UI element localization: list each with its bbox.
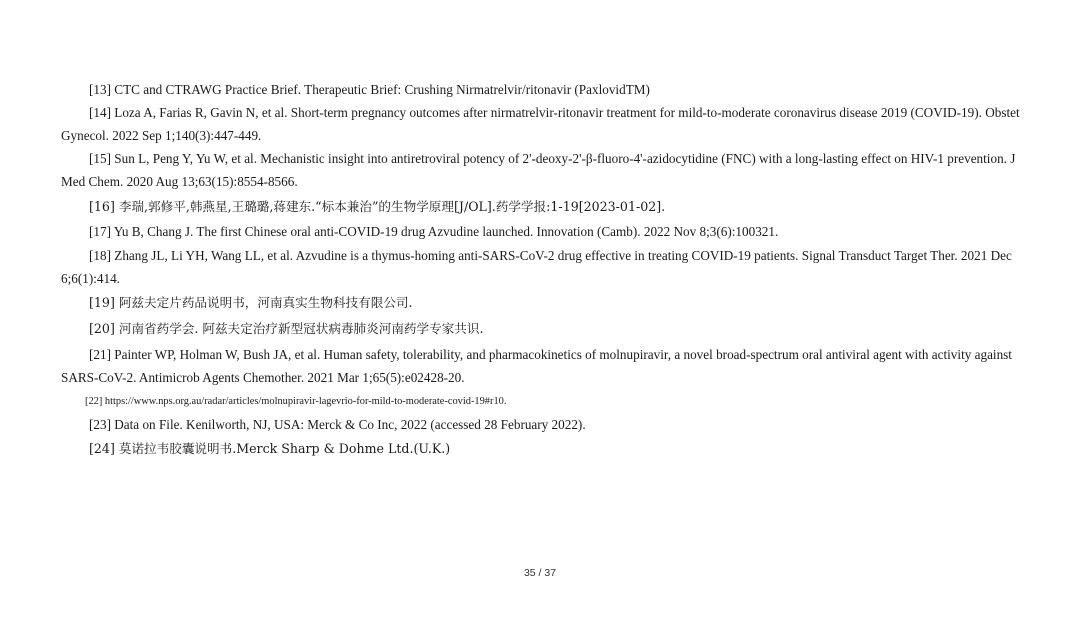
page-number: 35 / 37: [523, 567, 557, 579]
reference-23: [23] Data on File. Kenilworth, NJ, USA: Merck & Co Inc, 2022 (accessed 28 February 2022).: [89, 417, 586, 432]
reference-15: [15] Sun L, Peng Y, Yu W, et al. Mechanistic insight into antiretroviral potency of 2'-deoxy-2'-β-fluoro-4'-azidocytidine (FNC) with a long-lasting effect on HIV-1 prevention. J Med Chem. 2020 Aug 13;63(15):8554-8566.: [61, 151, 1016, 189]
reference-20: [20] 河南省药学会. 阿兹夫定治疗新型冠状病毒肺炎河南药学专家共识.: [89, 321, 484, 336]
reference-22-link[interactable]: [22] https://www.nps.org.au/radar/articles/molnupiravir-lagevrio-for-mild-to-moderate-covid-19#r10.: [85, 396, 507, 407]
reference-21: [21] Painter WP, Holman W, Bush JA, et al. Human safety, tolerability, and pharmacokinetics of molnupiravir, a novel broad-spectrum oral antiviral agent with activity against SARS-CoV-2. Antimicrob Agents Chemother. 2021 Mar 1;65(5):e02428-20.: [61, 347, 1012, 385]
reference-24: [24] 莫诺拉韦胶囊说明书.Merck Sharp & Dohme Ltd.(U.K.): [89, 441, 451, 456]
reference-17: [17] Yu B, Chang J. The first Chinese oral anti-COVID-19 drug Azvudine launched. Innovation (Camb). 2022 Nov 8;3(6):100321.: [89, 224, 779, 239]
reference-13: [13] CTC and CTRAWG Practice Brief. Therapeutic Brief: Crushing Nirmatrelvir/ritonavir (PaxlovidTM): [89, 82, 650, 97]
reference-19: [19] 阿兹夫定片药品说明书，河南真实生物科技有限公司.: [89, 295, 413, 310]
reference-14: [14] Loza A, Farias R, Gavin N, et al. Short-term pregnancy outcomes after nirmatrelvir-ritonavir treatment for mild-to-moderate coronavirus disease 2019 (COVID-19). Obstet Gynecol. 2022 Sep 1;140(3):447-449.: [61, 105, 1020, 143]
reference-16: [16] 李瑞,郭修平,韩燕星,王璐璐,蒋建东.“标本兼治”的生物学原理[J/OL].药学学报:1-19[2023-01-02].: [89, 199, 666, 214]
reference-18: [18] Zhang JL, Li YH, Wang LL, et al. Azvudine is a thymus-homing anti-SARS-CoV-2 drug effective in treating COVID-19 patients. Signal Transduct Target Ther. 2021 Dec 6;6(1):414.: [61, 248, 1012, 286]
